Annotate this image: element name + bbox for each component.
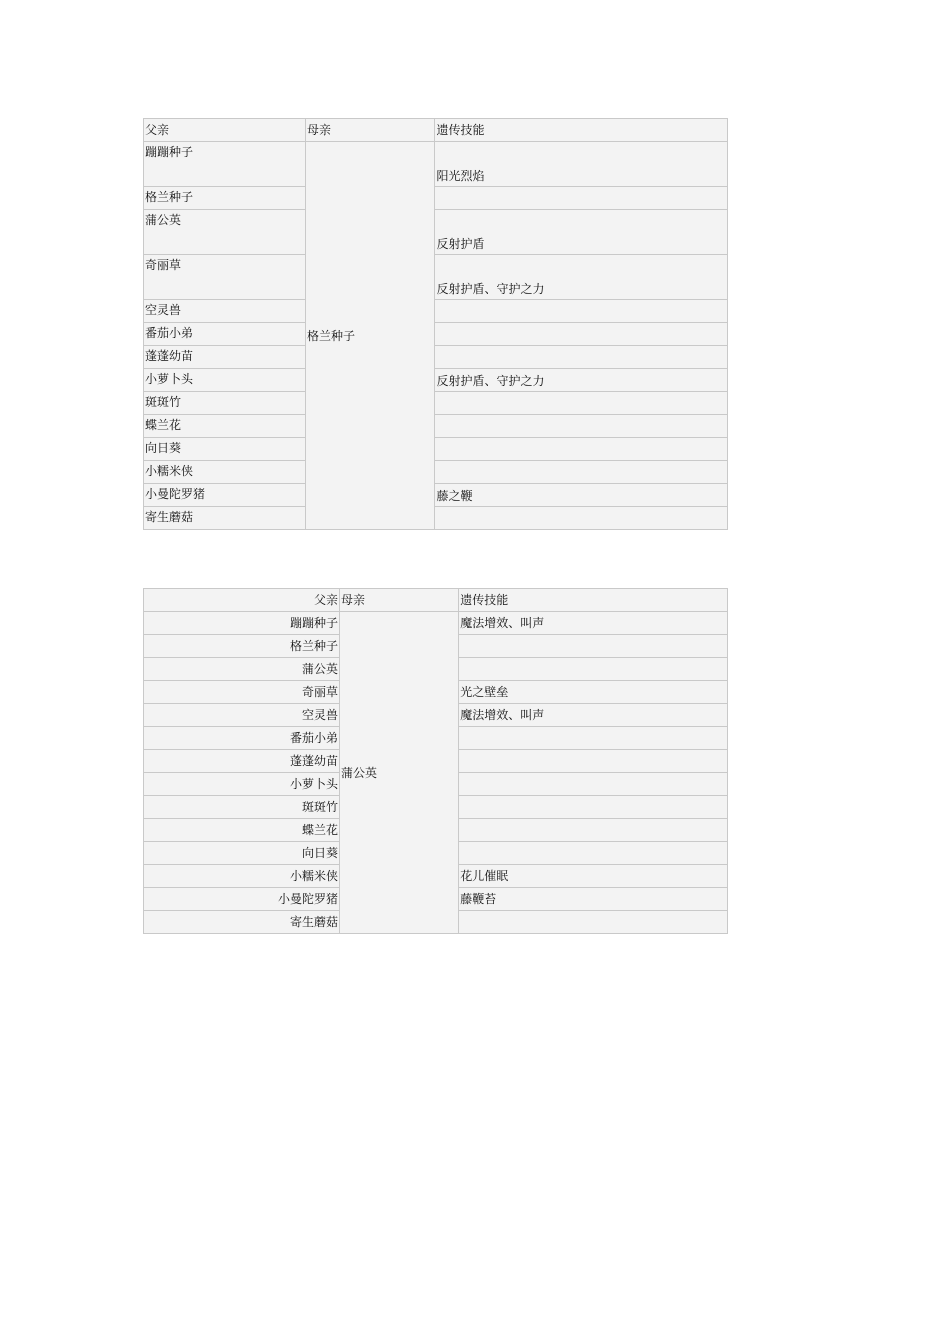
table-row <box>144 415 728 438</box>
father-cell: 寄生蘑菇 <box>144 507 306 530</box>
mother-cell: 蒲公英 <box>340 612 459 934</box>
father-cell: 蝶兰花 <box>144 415 306 438</box>
skill-cell: 藤之鞭 <box>435 484 728 507</box>
father-cell: 蹦蹦种子 <box>144 612 340 635</box>
father-cell: 空灵兽 <box>144 300 306 323</box>
skill-cell <box>459 911 728 934</box>
father-cell: 格兰种子 <box>144 635 340 658</box>
father-cell: 向日葵 <box>144 438 306 461</box>
father-cell: 寄生蘑菇 <box>144 911 340 934</box>
father-cell: 斑斑竹 <box>144 796 340 819</box>
table-header-row <box>144 589 728 612</box>
skill-cell <box>435 323 728 346</box>
father-cell: 蓬蓬幼苗 <box>144 750 340 773</box>
father-cell: 番茄小弟 <box>144 323 306 346</box>
father-cell: 蒲公英 <box>144 210 306 255</box>
father-cell: 蝶兰花 <box>144 819 340 842</box>
skill-cell <box>435 300 728 323</box>
table-row <box>144 438 728 461</box>
skill-cell <box>435 507 728 530</box>
table-row <box>144 461 728 484</box>
skill-cell <box>459 773 728 796</box>
header-mother: 母亲 <box>340 589 459 612</box>
table-row <box>144 612 728 635</box>
breeding-table-2 <box>143 588 728 934</box>
father-cell: 小萝卜头 <box>144 369 306 392</box>
father-cell: 蓬蓬幼苗 <box>144 346 306 369</box>
father-cell: 蒲公英 <box>144 658 340 681</box>
header-skill: 遗传技能 <box>435 119 728 142</box>
skill-cell <box>459 658 728 681</box>
header-father: 父亲 <box>144 589 340 612</box>
skill-cell <box>459 842 728 865</box>
table-row <box>144 210 728 255</box>
skill-cell: 阳光烈焰 <box>435 142 728 187</box>
breeding-table-1 <box>143 118 728 530</box>
father-cell: 蹦蹦种子 <box>144 142 306 187</box>
father-cell: 小曼陀罗猪 <box>144 484 306 507</box>
skill-cell: 藤鞭苔 <box>459 888 728 911</box>
skill-cell: 反射护盾、守护之力 <box>435 255 728 300</box>
skill-cell: 魔法增效、叫声 <box>459 704 728 727</box>
skill-cell <box>435 461 728 484</box>
table-header-row <box>144 119 728 142</box>
skill-cell <box>435 187 728 210</box>
table-row <box>144 323 728 346</box>
skill-cell <box>459 750 728 773</box>
table-row <box>144 346 728 369</box>
skill-cell: 光之壁垒 <box>459 681 728 704</box>
table-row <box>144 507 728 530</box>
skill-cell: 花儿催眠 <box>459 865 728 888</box>
table-row <box>144 392 728 415</box>
header-father: 父亲 <box>144 119 306 142</box>
father-cell: 向日葵 <box>144 842 340 865</box>
father-cell: 空灵兽 <box>144 704 340 727</box>
father-cell: 奇丽草 <box>144 681 340 704</box>
skill-cell: 魔法增效、叫声 <box>459 612 728 635</box>
skill-cell: 反射护盾 <box>435 210 728 255</box>
skill-cell <box>435 438 728 461</box>
skill-cell: 反射护盾、守护之力 <box>435 369 728 392</box>
table-row <box>144 369 728 392</box>
skill-cell <box>459 796 728 819</box>
header-skill: 遗传技能 <box>459 589 728 612</box>
skill-cell <box>435 392 728 415</box>
father-cell: 小萝卜头 <box>144 773 340 796</box>
father-cell: 斑斑竹 <box>144 392 306 415</box>
father-cell: 小曼陀罗猪 <box>144 888 340 911</box>
table-row <box>144 142 728 187</box>
father-cell: 小糯米侠 <box>144 865 340 888</box>
header-mother: 母亲 <box>305 119 435 142</box>
father-cell: 格兰种子 <box>144 187 306 210</box>
table-row <box>144 484 728 507</box>
table-row <box>144 255 728 300</box>
table-row <box>144 300 728 323</box>
father-cell: 小糯米侠 <box>144 461 306 484</box>
skill-cell <box>459 819 728 842</box>
skill-cell <box>435 415 728 438</box>
skill-cell <box>459 727 728 750</box>
skill-cell <box>435 346 728 369</box>
father-cell: 番茄小弟 <box>144 727 340 750</box>
skill-cell <box>459 635 728 658</box>
mother-cell: 格兰种子 <box>305 142 435 530</box>
table-row <box>144 187 728 210</box>
father-cell: 奇丽草 <box>144 255 306 300</box>
